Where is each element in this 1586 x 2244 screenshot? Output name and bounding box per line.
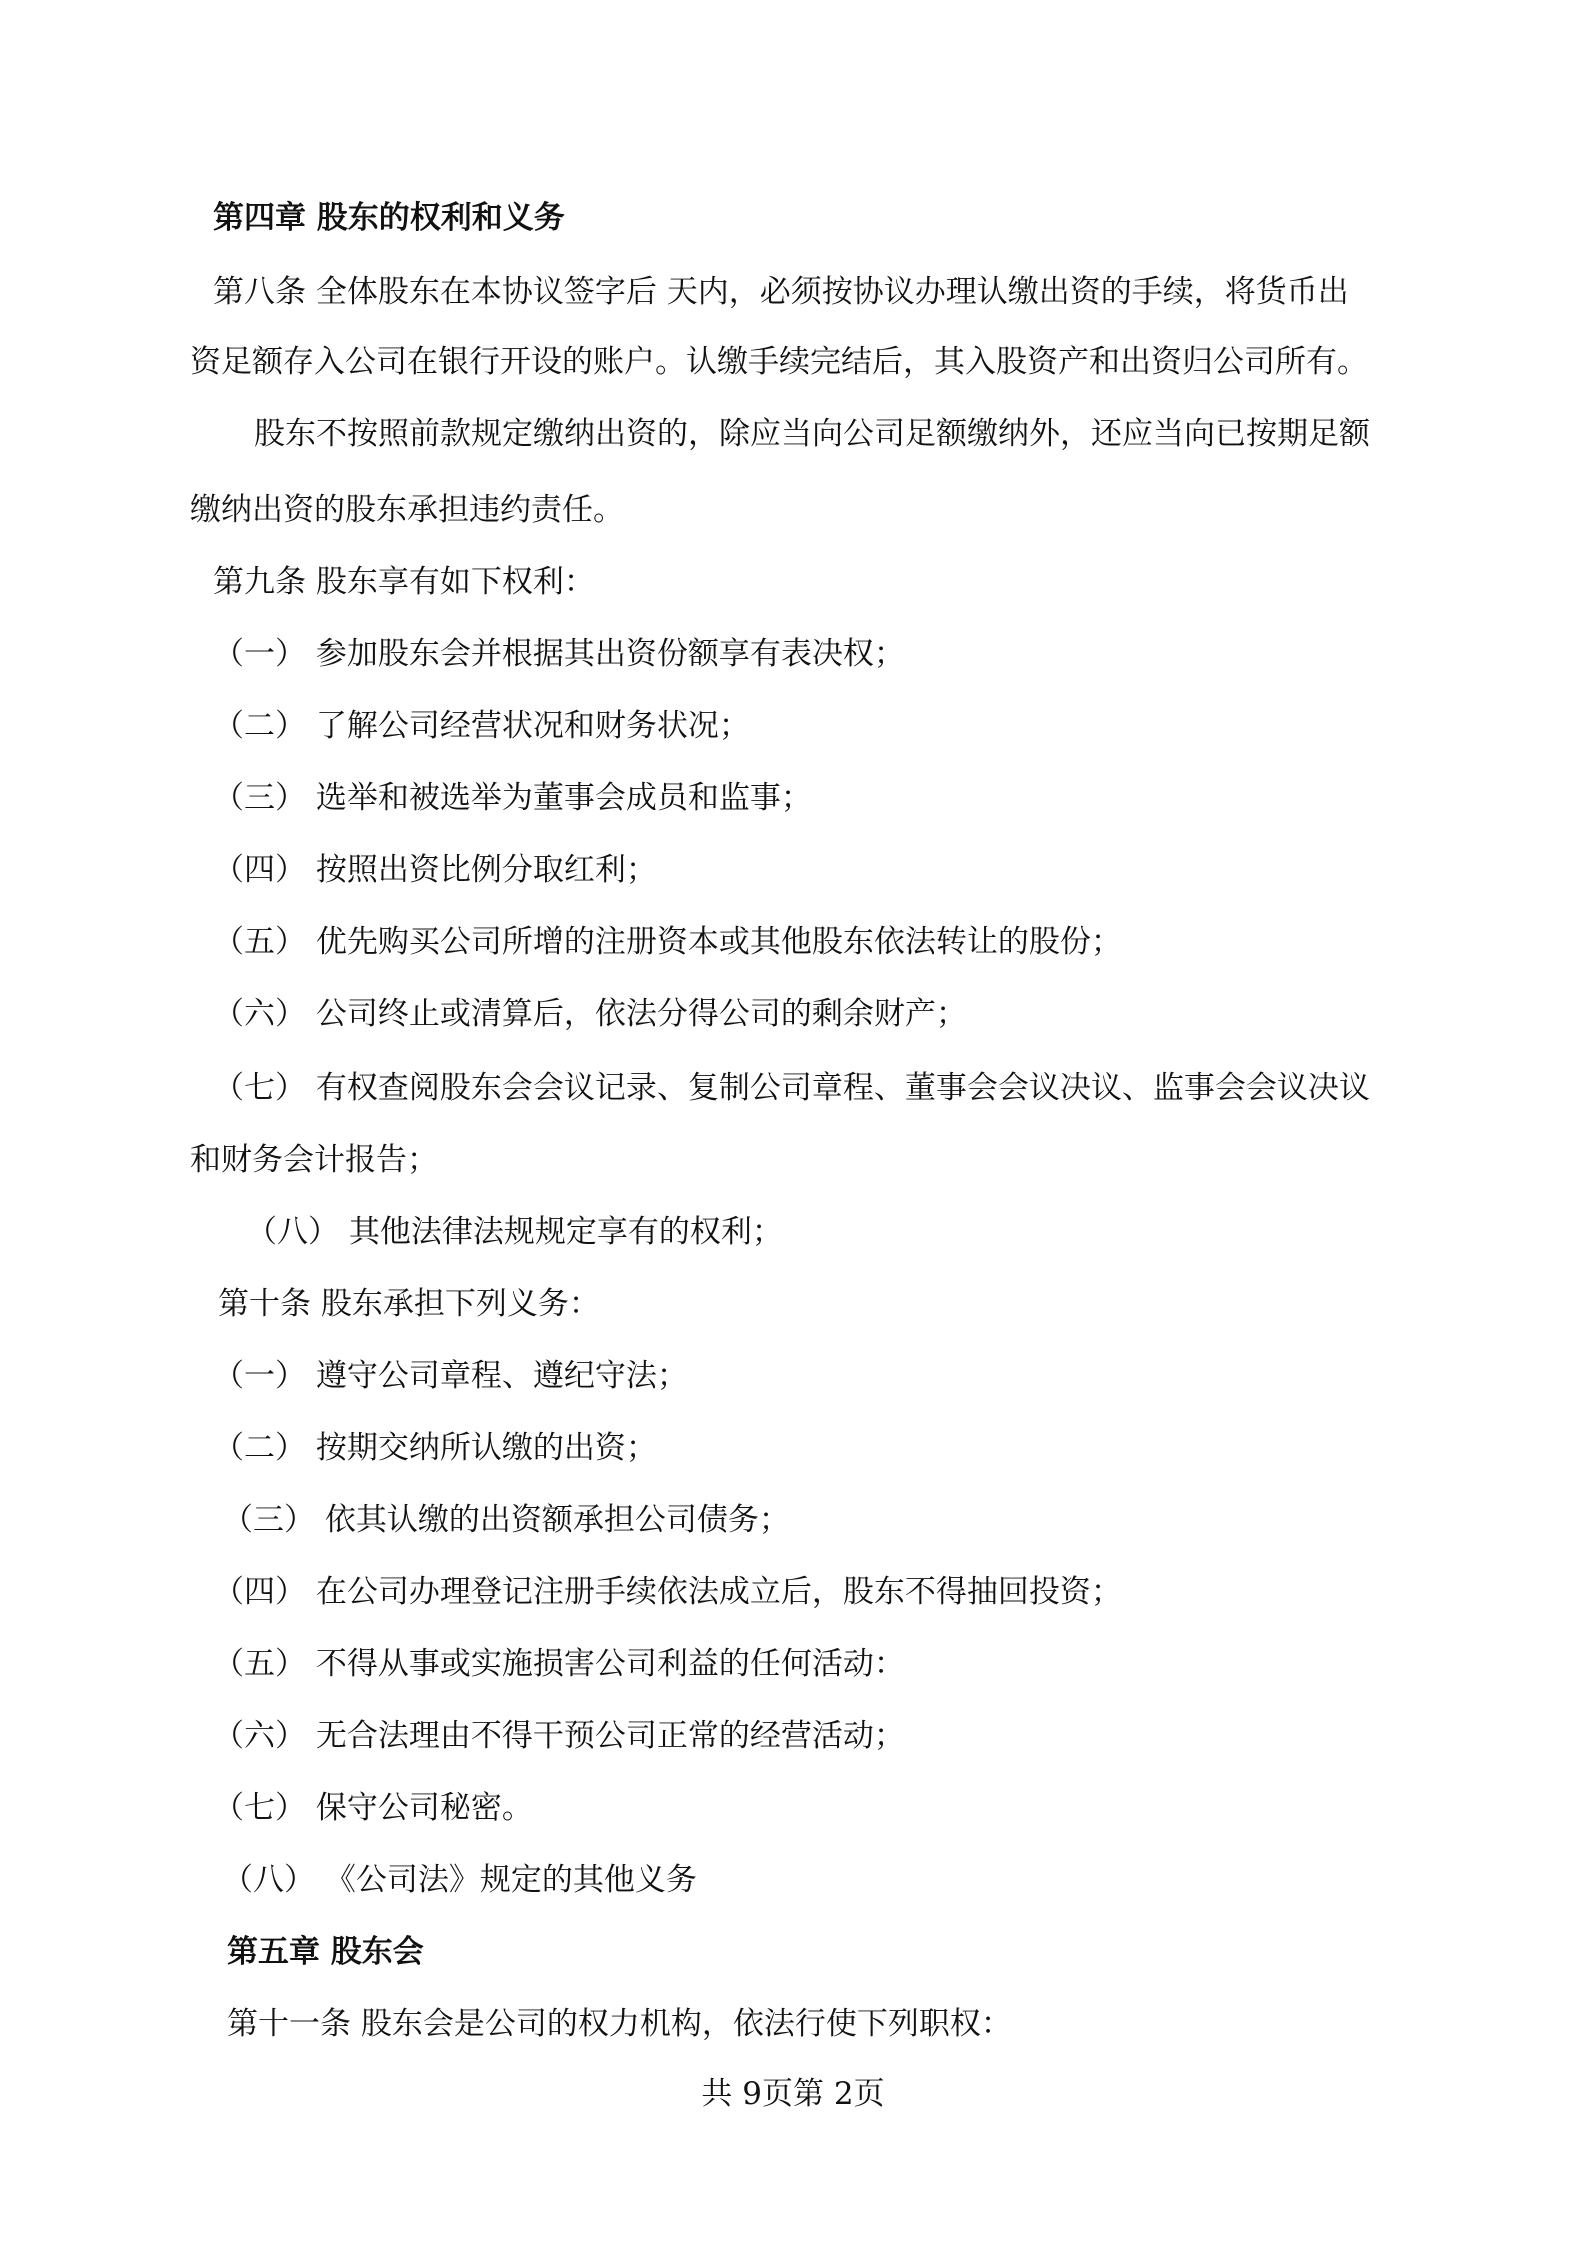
article-10-item: （七） 保守公司秘密。: [213, 1790, 533, 1826]
article-10-item: （六） 无合法理由不得干预公司正常的经营活动；: [213, 1718, 905, 1754]
chapter-4-title: 第四章 股东的权利和义务: [213, 200, 565, 236]
article-10-item: （四） 在公司办理登记注册手续依法成立后，股东不得抽回投资；: [213, 1574, 1122, 1610]
article-8-line-4: 缴纳出资的股东承担违约责任。: [190, 492, 624, 528]
page-footer: 共 9页第 2页: [701, 2076, 885, 2112]
article-9-item: （四） 按照出资比例分取红利；: [213, 852, 657, 888]
article-8-line-1: 第八条 全体股东在本协议签字后 天内，必须按协议办理认缴出资的手续，将货币出: [213, 274, 1349, 310]
article-11-intro: 第十一条 股东会是公司的权力机构，依法行使下列职权：: [227, 2006, 1012, 2042]
article-9-item: （七） 有权查阅股东会会议记录、复制公司章程、董事会会议决议、监事会会议决议: [213, 1070, 1370, 1106]
article-9-item: （六） 公司终止或清算后，依法分得公司的剩余财产；: [213, 996, 967, 1032]
article-10-intro: 第十条 股东承担下列义务：: [218, 1286, 600, 1322]
article-10-item: （五） 不得从事或实施损害公司利益的任何活动：: [213, 1646, 905, 1682]
article-10-item: （三） 依其认缴的出资额承担公司债务；: [222, 1502, 790, 1538]
chapter-5-title: 第五章 股东会: [227, 1934, 424, 1970]
article-10-item: （二） 按期交纳所认缴的出资；: [213, 1430, 657, 1466]
article-9-item: （二） 了解公司经营状况和财务状况；: [213, 708, 750, 744]
article-8-line-3: 股东不按照前款规定缴纳出资的，除应当向公司足额缴纳外，还应当向已按期足额: [254, 416, 1370, 452]
article-9-item-continuation: 和财务会计报告；: [190, 1142, 438, 1178]
article-10-item: （一） 遵守公司章程、遵纪守法；: [213, 1358, 688, 1394]
article-10-item: （八） 《公司法》规定的其他义务: [222, 1862, 697, 1898]
article-9-item: （一） 参加股东会并根据其出资份额享有表决权；: [213, 636, 905, 672]
article-9-intro: 第九条 股东享有如下权利：: [213, 564, 595, 600]
article-8-line-2: 资足额存入公司在银行开设的账户。认缴手续完结后，其入股资产和出资归公司所有。: [190, 344, 1368, 380]
article-9-item: （五） 优先购买公司所增的注册资本或其他股东依法转让的股份；: [213, 924, 1122, 960]
article-9-item: （八） 其他法律法规规定享有的权利；: [246, 1214, 783, 1250]
article-9-item: （三） 选举和被选举为董事会成员和监事；: [213, 780, 812, 816]
